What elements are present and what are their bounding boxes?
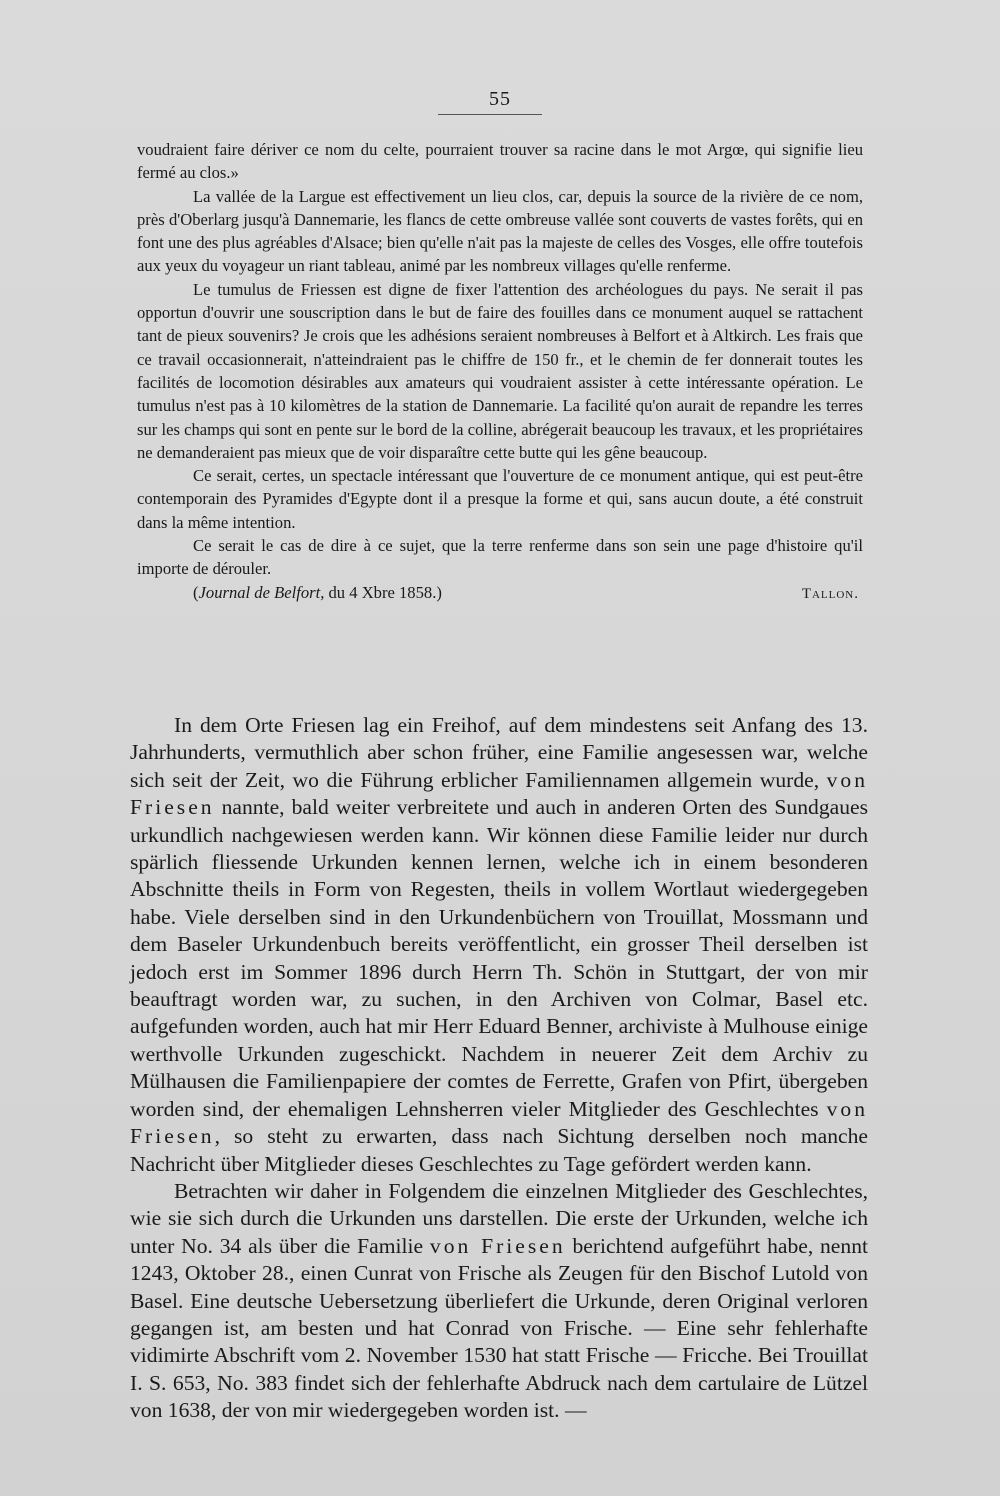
source-open: ( — [193, 582, 199, 602]
french-paragraph-1: voudraient faire dériver ce nom du celte, pourraient trouver sa racine dans le mot Argœ, qui signifie lieu fermé au clos.» — [137, 140, 863, 183]
source-date: du 4 Xbre 1858.) — [324, 582, 442, 602]
german-p1-text-b: nannte, bald weiter verbreitete und auch in anderen Orten des Sundgaues urkundlich nachgewiesen werden kann. Wir können diese Familie leider nur durch spärlich fliessende Urkunden kennen lernen, welche ich in einem besonderen Abschnitte theils in Form von Regesten, theils in vollem Wortlaut wiedergegeben habe. Viele derselben sind in den Urkundenbüchern von Trouillat, Mossmann und dem Baseler Urkundenbuch bereits veröffentlicht, ein grosser Theil derselben ist jedoch erst im Sommer 1896 durch Herrn Th. Schön in Stuttgart, der von mir beauftragt worden war, zu suchen, in den Archiven von Colmar, Basel etc. aufgefunden worden, auch hat mir Herr Eduard Benner, archiviste à Mulhouse einige werthvolle Urkunden zugeschickt. Nachdem in neuerer Zeit dem Archiv zu Mülhausen die Familienpapiere der comtes de Ferrette, Grafen von Pfirt, übergeben worden sind, der ehemaligen Lehnsherren vieler Mitglieder des Geschlechtes — [130, 795, 868, 1121]
german-text — [130, 712, 868, 1425]
german-p2-name: von Friesen — [429, 1233, 566, 1258]
german-p1-text-c: , so steht zu erwarten, dass nach Sichtung derselben noch manche Nachricht über Mitglieder dieses Geschlechtes zu Tage gefördert werden kann. — [130, 1124, 868, 1176]
french-paragraph-5: Ce serait le cas de dire à ce sujet, que la terre renferme dans son sein une page d'histoire qu'il importe de dérouler. — [137, 536, 863, 579]
source-line — [137, 581, 863, 606]
source-journal: Journal de Belfort, — [198, 582, 325, 602]
french-paragraph-4: Ce serait, certes, un spectacle intéressant que l'ouverture de ce monument antique, qui est peut-être contemporain des Pyramides d'Egypte dont il a presque la forme et qui, sans aucun doute, a été construit dans la même intention. — [137, 466, 863, 532]
french-quotation — [137, 138, 863, 606]
french-paragraph-3: Le tumulus de Friessen est digne de fixer l'attention des archéologues du pays. Ne serait il pas opportun d'ouvrir une souscription dans le but de faire des fouilles dans ce monument auquel se rattachent tant de pieux souvenirs? Je crois que les adhésions seraient nombreuses à Belfort et à Altkirch. Les frais que ce travail occasionnerait, n'atteindraient pas le chiffre de 150 fr., et le chemin de fer donnerait toutes les facilités de locomotion désirables aux amateurs qui voudraient assister à cette intéressante opération. Le tumulus n'est pas à 10 kilomètres de la station de Dannemarie. La facilité qu'on aurait de repandre les terres sur les champs qui sont en pente sur le bord de la colline, abrégerait beaucoup les travaux, et les propriétaires ne demanderaient pas mieux que de voir disparaître cette butte qui les gêne beaucoup. — [137, 279, 863, 462]
german-p2-text-b: berichtend aufgeführt habe, nennt 1243, Oktober 28., einen Cunrat von Frische als Zeugen für den Bischof Lutold von Basel. Eine deutsche Uebersetzung überliefert die Urkunde, deren Original verloren gegangen ist, am besten und hat Conrad von Frische. — Eine sehr fehlerhafte vidimirte Abschrift vom 2. November 1530 hat statt Frische — Fricche. Bei Trouillat I. S. 653, No. 383 findet sich der fehlerhafte Abdruck nach dem cartulaire de Lützel von 1638, der von mir wiedergegeben worden ist. — — [130, 1233, 868, 1423]
german-p1-name: von Friesen — [130, 767, 868, 820]
german-paragraph-1 — [130, 712, 868, 1178]
author-signature: Tallon. — [801, 585, 859, 602]
german-paragraph-2 — [130, 1178, 868, 1425]
german-p1-text-a: In dem Orte Friesen lag ein Freihof, auf dem mindestens seit Anfang des 13. Jahrhunderts, vermuthlich aber schon früher, eine Familie angesessen war, welche sich seit der Zeit, wo die Führung erblicher Familiennamen allgemein wurde, — [130, 713, 868, 792]
french-paragraph-2: La vallée de la Largue est effectivement un lieu clos, car, depuis la source de la rivière de ce nom, près d'Oberlarg jusqu'à Dannemarie, les flancs de cette ombreuse vallée sont couverts de vastes forêts, qui en font une des plus agréables d'Alsace; bien qu'elle n'ait pas la majeste de celles des Vosges, elle offre toutefois aux yeux du voyageur un riant tableau, animé par les nombreux villages qu'elle renferme. — [137, 186, 863, 276]
german-p2-text-a: Betrachten wir daher in Folgendem die einzelnen Mitglieder des Geschlechtes, wie sie sich durch die Urkunden uns darstellen. Die erste der Urkunden, welche ich unter No. 34 als über die Familie — [130, 1178, 868, 1258]
page-number: 55 — [489, 88, 511, 110]
page-number-rule — [438, 114, 542, 115]
source-citation — [193, 581, 442, 604]
german-p1-name-2: von Friesen — [130, 1096, 868, 1149]
